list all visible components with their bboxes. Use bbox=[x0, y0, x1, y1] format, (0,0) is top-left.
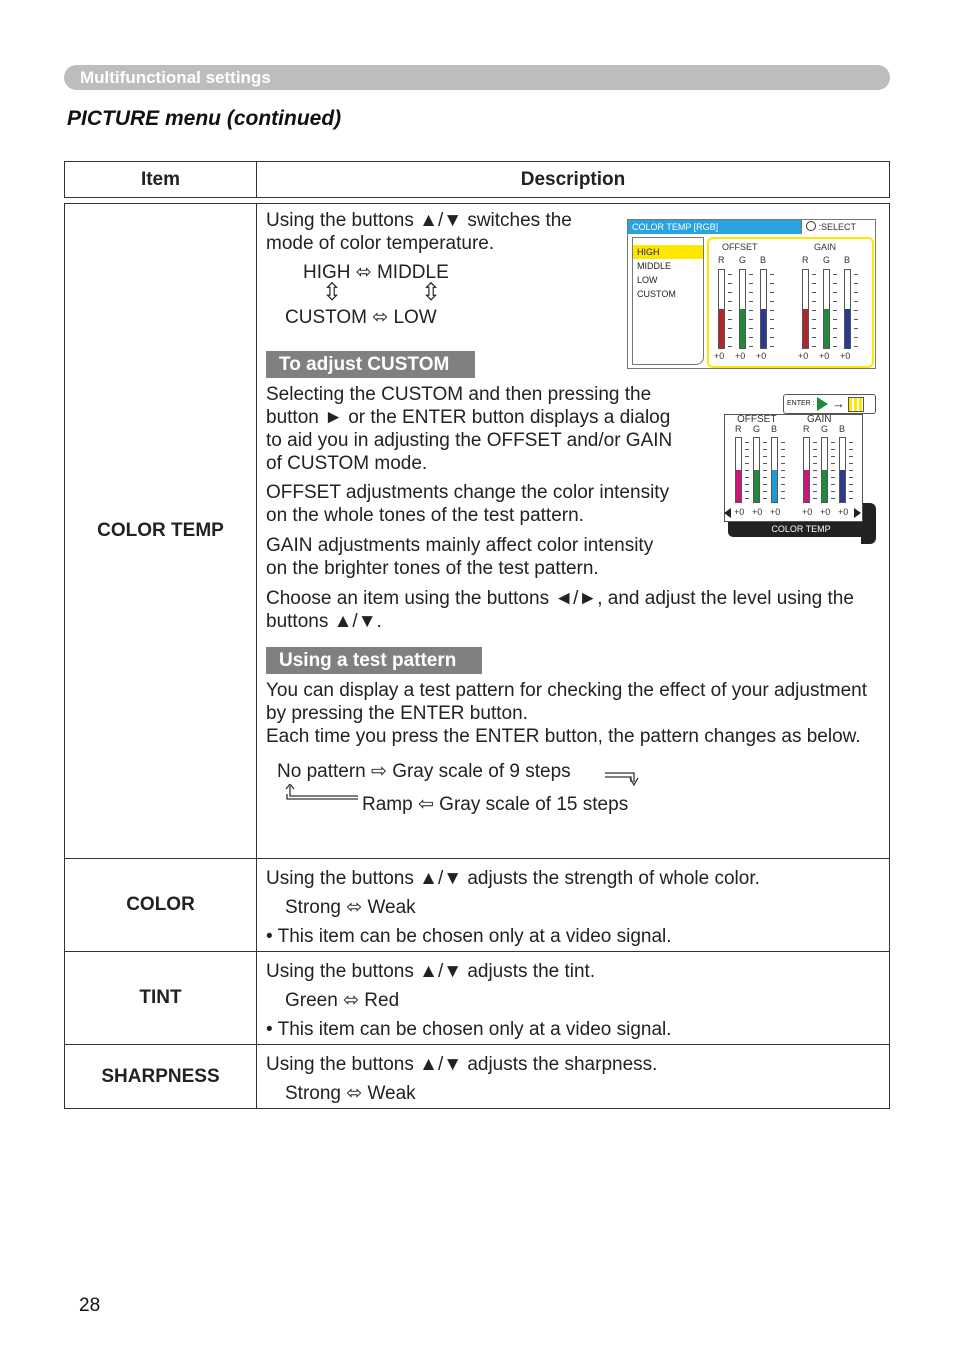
offset-r-value: +0 bbox=[714, 351, 725, 361]
mode-item-low[interactable]: LOW bbox=[637, 275, 658, 285]
slider-tick bbox=[728, 283, 732, 284]
dpad-icon bbox=[806, 221, 816, 231]
gain-r-slider-2[interactable] bbox=[803, 437, 810, 503]
item-sharpness: SHARPNESS bbox=[65, 1045, 257, 1109]
offset-r-slider-2[interactable] bbox=[735, 437, 742, 503]
slider-tick bbox=[833, 292, 837, 293]
offset-g-label-2: G bbox=[753, 424, 761, 434]
gain-label: GAIN bbox=[814, 242, 837, 252]
gain-b-value-2: +0 bbox=[838, 507, 849, 517]
slider-tick bbox=[813, 470, 817, 471]
slider-tick bbox=[745, 470, 749, 471]
custom-line-2: button ► or the ENTER button displays a dialog bbox=[266, 407, 671, 428]
desc-sharpness bbox=[257, 1045, 890, 1109]
slider-tick bbox=[728, 310, 732, 311]
slider-tick bbox=[749, 310, 753, 311]
slider-tick bbox=[831, 442, 835, 443]
col-header-description: Description bbox=[257, 162, 890, 198]
slider-tick bbox=[781, 463, 785, 464]
slider-tick bbox=[728, 301, 732, 302]
mode-list bbox=[632, 237, 704, 365]
slider-tick bbox=[781, 456, 785, 457]
slider-tick bbox=[770, 283, 774, 284]
slider-tick bbox=[854, 283, 858, 284]
tint-line-1: Using the buttons ▲/▼ adjusts the tint. bbox=[266, 961, 596, 982]
slider-tick bbox=[854, 292, 858, 293]
slider-tick bbox=[833, 274, 837, 275]
slider-tick bbox=[849, 484, 853, 485]
return-arrow-right-icon bbox=[604, 768, 644, 790]
slider-tick bbox=[781, 442, 785, 443]
slider-tick bbox=[745, 498, 749, 499]
slider-tick bbox=[763, 484, 767, 485]
gain-line-2: on the brighter tones of the test pattern. bbox=[266, 558, 599, 579]
gain-b-slider-2[interactable] bbox=[839, 437, 846, 503]
offset-r-value-2: +0 bbox=[734, 507, 745, 517]
slider-tick bbox=[849, 442, 853, 443]
slider-tick bbox=[745, 463, 749, 464]
slider-tick bbox=[728, 292, 732, 293]
slider-tick bbox=[833, 337, 837, 338]
item-tint: TINT bbox=[65, 952, 257, 1045]
arrow-right-icon: → bbox=[832, 396, 845, 411]
slider-tick bbox=[763, 491, 767, 492]
offset-b-label: B bbox=[760, 255, 767, 265]
offset-label-2: OFFSET bbox=[737, 414, 777, 425]
slider-tick bbox=[831, 449, 835, 450]
slider-tick bbox=[770, 337, 774, 338]
intro-line-2: mode of color temperature. bbox=[266, 233, 495, 254]
slider-tick bbox=[728, 337, 732, 338]
slider-tick bbox=[812, 319, 816, 320]
slider-tick bbox=[781, 449, 785, 450]
slider-tick bbox=[745, 442, 749, 443]
page-title: PICTURE menu (continued) bbox=[67, 107, 342, 130]
test-pattern-text-1: You can display a test pattern for checking the effect of your adjustment by pressing the ENTER button. bbox=[266, 680, 867, 724]
choose-item-text: Choose an item using the buttons ◄/►, and adjust the level using the buttons ▲/▼. bbox=[266, 588, 854, 632]
custom-dialog-screenshot bbox=[724, 394, 876, 544]
slider-tick bbox=[813, 442, 817, 443]
slider-tick bbox=[745, 456, 749, 457]
slider-tick bbox=[781, 477, 785, 478]
slider-tick bbox=[831, 484, 835, 485]
arrow-left-icon bbox=[724, 508, 731, 518]
gain-line-1: GAIN adjustments mainly affect color intensity bbox=[266, 535, 654, 556]
slider-tick bbox=[854, 328, 858, 329]
slider-tick bbox=[745, 491, 749, 492]
slider-tick bbox=[813, 491, 817, 492]
slider-tick bbox=[770, 292, 774, 293]
pattern-row-1: No pattern ⇨ Gray scale of 9 steps bbox=[277, 761, 571, 782]
slider-tick bbox=[763, 470, 767, 471]
slider-tick bbox=[749, 274, 753, 275]
tint-note: • This item can be chosen only at a video signal. bbox=[266, 1019, 672, 1040]
desc-tint bbox=[257, 952, 890, 1045]
slider-tick bbox=[770, 346, 774, 347]
slider-tick bbox=[812, 301, 816, 302]
slider-tick bbox=[831, 470, 835, 471]
offset-r-label: R bbox=[718, 255, 725, 265]
gain-b-value: +0 bbox=[840, 351, 851, 361]
custom-line-1: Selecting the CUSTOM and then pressing the bbox=[266, 384, 652, 405]
select-label: :SELECT bbox=[818, 222, 857, 232]
slider-tick bbox=[812, 328, 816, 329]
slider-tick bbox=[849, 449, 853, 450]
slider-tick bbox=[781, 484, 785, 485]
offset-b-slider-2[interactable] bbox=[771, 437, 778, 503]
section-label: Multifunctional settings bbox=[80, 68, 271, 87]
slider-tick bbox=[813, 498, 817, 499]
slider-tick bbox=[849, 470, 853, 471]
slider-tick bbox=[749, 346, 753, 347]
slider-tick bbox=[728, 346, 732, 347]
desc-color bbox=[257, 859, 890, 952]
table-row-sharpness bbox=[65, 1045, 890, 1109]
intro-line-1: Using the buttons ▲/▼ switches the bbox=[266, 210, 572, 231]
tab-to-adjust-custom: To adjust CUSTOM bbox=[266, 351, 475, 378]
offset-r-slider[interactable] bbox=[718, 269, 725, 349]
slider-tick bbox=[763, 477, 767, 478]
gain-g-value-2: +0 bbox=[820, 507, 831, 517]
slider-tick bbox=[849, 477, 853, 478]
menu-title: COLOR TEMP [RGB] bbox=[632, 222, 719, 232]
pattern-cycle bbox=[266, 748, 880, 816]
rgb-adjust-panel bbox=[707, 237, 874, 368]
mode-item-custom[interactable]: CUSTOM bbox=[637, 289, 676, 299]
slider-tick bbox=[770, 310, 774, 311]
pattern-row-2: Ramp ⇦ Gray scale of 15 steps bbox=[362, 794, 629, 815]
slider-tick bbox=[728, 274, 732, 275]
slider-tick bbox=[833, 346, 837, 347]
slider-tick bbox=[781, 470, 785, 471]
slider-tick bbox=[770, 274, 774, 275]
slider-tick bbox=[849, 491, 853, 492]
mode-item-middle[interactable]: MIDDLE bbox=[637, 261, 672, 271]
slider-tick bbox=[763, 456, 767, 457]
table-row-color bbox=[65, 859, 890, 952]
offset-g-slider-2[interactable] bbox=[753, 437, 760, 503]
slider-tick bbox=[749, 319, 753, 320]
section-header-bar bbox=[64, 65, 890, 90]
arrow-right-icon-2 bbox=[854, 508, 861, 518]
slider-tick bbox=[763, 498, 767, 499]
gain-b-label: B bbox=[844, 255, 851, 265]
gain-r-value-2: +0 bbox=[802, 507, 813, 517]
slider-tick bbox=[813, 449, 817, 450]
offset-label: OFFSET bbox=[722, 242, 758, 252]
play-icon bbox=[817, 397, 828, 411]
custom-line-3: to aid you in adjusting the OFFSET and/or GAIN bbox=[266, 430, 673, 451]
item-color-temp: COLOR TEMP bbox=[65, 204, 257, 859]
slider-tick bbox=[763, 449, 767, 450]
slider-tick bbox=[831, 491, 835, 492]
slider-tick bbox=[812, 292, 816, 293]
slider-tick bbox=[849, 463, 853, 464]
tab-using-test-pattern: Using a test pattern bbox=[266, 647, 482, 674]
slider-tick bbox=[849, 498, 853, 499]
gain-g-value: +0 bbox=[819, 351, 830, 361]
slider-tick bbox=[833, 328, 837, 329]
slider-tick bbox=[854, 337, 858, 338]
cycle-top: HIGH ⬄ MIDDLE bbox=[303, 262, 449, 283]
menu-title-bar bbox=[628, 220, 875, 234]
gain-r-slider[interactable] bbox=[802, 269, 809, 349]
slider-tick bbox=[812, 283, 816, 284]
slider-tick bbox=[749, 337, 753, 338]
slider-tick bbox=[854, 301, 858, 302]
gain-b-slider[interactable] bbox=[844, 269, 851, 349]
pattern-icon bbox=[848, 397, 864, 412]
item-color: COLOR bbox=[65, 859, 257, 952]
sharpness-line-1: Using the buttons ▲/▼ adjusts the sharpness. bbox=[266, 1054, 658, 1075]
slider-tick bbox=[854, 319, 858, 320]
gain-label-2: GAIN bbox=[807, 414, 832, 425]
slider-tick bbox=[833, 301, 837, 302]
offset-g-value-2: +0 bbox=[752, 507, 763, 517]
slider-tick bbox=[831, 498, 835, 499]
slider-tick bbox=[749, 301, 753, 302]
slider-tick bbox=[728, 319, 732, 320]
slider-tick bbox=[831, 456, 835, 457]
slider-tick bbox=[728, 328, 732, 329]
offset-g-value: +0 bbox=[735, 351, 746, 361]
sharpness-line-2: Strong ⬄ Weak bbox=[285, 1083, 416, 1104]
slider-tick bbox=[745, 449, 749, 450]
offset-b-value-2: +0 bbox=[770, 507, 781, 517]
slider-tick bbox=[749, 292, 753, 293]
slider-tick bbox=[833, 310, 837, 311]
enter-label: ENTER : bbox=[787, 400, 815, 407]
slider-tick bbox=[812, 310, 816, 311]
color-temp-menu-screenshot bbox=[627, 219, 876, 369]
cycle-arrow-left: ⇳ bbox=[322, 279, 343, 306]
color-line-1: Using the buttons ▲/▼ adjusts the strength of whole color. bbox=[266, 868, 760, 889]
color-note: • This item can be chosen only at a video signal. bbox=[266, 926, 672, 947]
table-header-row bbox=[65, 162, 890, 198]
return-arrow-left-icon bbox=[282, 784, 362, 800]
slider-tick bbox=[770, 319, 774, 320]
custom-line-4: of CUSTOM mode. bbox=[266, 453, 428, 474]
slider-tick bbox=[849, 456, 853, 457]
slider-tick bbox=[831, 477, 835, 478]
slider-tick bbox=[745, 484, 749, 485]
gain-r-label: R bbox=[802, 255, 809, 265]
dialog-footer-label: COLOR TEMP bbox=[728, 521, 874, 537]
slider-tick bbox=[781, 498, 785, 499]
offset-g-label: G bbox=[739, 255, 747, 265]
page-number: 28 bbox=[79, 1295, 101, 1316]
tint-line-2: Green ⬄ Red bbox=[285, 990, 400, 1011]
col-header-item: Item bbox=[65, 162, 257, 198]
slider-tick bbox=[745, 477, 749, 478]
gain-r-label-2: R bbox=[803, 424, 810, 434]
slider-tick bbox=[854, 310, 858, 311]
gain-g-slider[interactable] bbox=[823, 269, 830, 349]
slider-tick bbox=[813, 463, 817, 464]
color-line-2: Strong ⬄ Weak bbox=[285, 897, 416, 918]
slider-tick bbox=[813, 484, 817, 485]
gain-r-value: +0 bbox=[798, 351, 809, 361]
test-pattern-text-2: Each time you press the ENTER button, the pattern changes as below. bbox=[266, 726, 861, 747]
slider-tick bbox=[763, 442, 767, 443]
select-hint bbox=[801, 220, 875, 234]
slider-tick bbox=[749, 328, 753, 329]
cycle-bottom: CUSTOM ⬄ LOW bbox=[285, 307, 437, 328]
slider-tick bbox=[833, 319, 837, 320]
enter-hint bbox=[783, 394, 876, 414]
gain-g-label-2: G bbox=[821, 424, 829, 434]
offset-line-2: on the whole tones of the test pattern. bbox=[266, 505, 584, 526]
slider-tick bbox=[749, 283, 753, 284]
offset-b-label-2: B bbox=[771, 424, 778, 434]
gain-g-label: G bbox=[823, 255, 831, 265]
custom-adjust-panel bbox=[724, 414, 863, 522]
slider-tick bbox=[812, 337, 816, 338]
slider-tick bbox=[813, 456, 817, 457]
slider-tick bbox=[781, 491, 785, 492]
gain-g-slider-2[interactable] bbox=[821, 437, 828, 503]
mode-item-high[interactable]: HIGH bbox=[633, 245, 703, 259]
offset-b-value: +0 bbox=[756, 351, 767, 361]
slider-tick bbox=[812, 274, 816, 275]
slider-tick bbox=[763, 463, 767, 464]
cycle-arrow-right: ⇳ bbox=[421, 279, 442, 306]
slider-tick bbox=[854, 346, 858, 347]
slider-tick bbox=[813, 477, 817, 478]
slider-tick bbox=[833, 283, 837, 284]
offset-line-1: OFFSET adjustments change the color intensity bbox=[266, 482, 670, 503]
offset-b-slider[interactable] bbox=[760, 269, 767, 349]
slider-tick bbox=[854, 274, 858, 275]
offset-r-label-2: R bbox=[735, 424, 742, 434]
table-row-tint bbox=[65, 952, 890, 1045]
gain-b-label-2: B bbox=[839, 424, 846, 434]
offset-g-slider[interactable] bbox=[739, 269, 746, 349]
slider-tick bbox=[770, 301, 774, 302]
slider-tick bbox=[831, 463, 835, 464]
slider-tick bbox=[812, 346, 816, 347]
slider-tick bbox=[770, 328, 774, 329]
